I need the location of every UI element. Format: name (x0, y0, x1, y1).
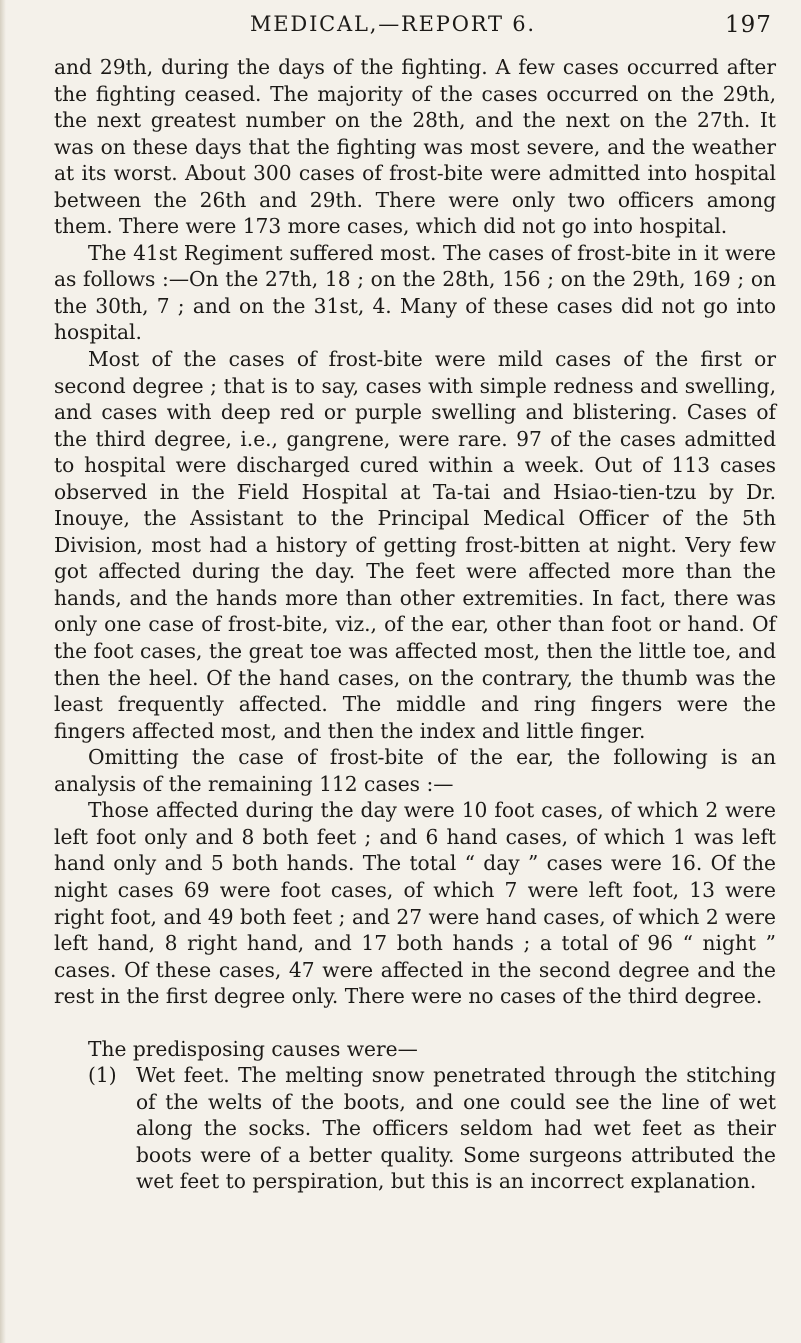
paragraph-degrees: Most of the cases of frost-bite were mild cases of the first or second degree ; that is to say, cases with simple redness and swelling, and cases with deep red or purple swelling and blistering. Cases of the third degree, i.e., gangrene, were rare. 97 of the cases admitted to hospital were discharged cured within a week. Out of 113 cases observed in the Field Hospital at Ta-tai and Hsiao-tien-tzu by Dr. Inouye, the Assistant to the Principal Medical Officer of the 5th Division, most had a history of getting frost-bitten at night. Very few got affected during the day. The feet were affected more than the hands, and the hands more than other extremities. In fact, there was only one case of frost-bite, viz., of the ear, other than foot or hand. Of the foot cases, the great toe was affected most, then the little toe, and then the heel. Of the hand cases, on the contrary, the thumb was the least frequently affected. The middle and ring fingers were the fingers affected most, and then the index and little finger. (54, 347, 776, 743)
running-head (0, 0, 801, 40)
paragraph-day-night-cases: Those affected during the day were 10 foot cases, of which 2 were left foot only and 8 both feet ; and 6 hand cases, of which 1 was left hand only and 5 both hands. The total “ day ” cases were 16. Of the night cases 69 were foot cases, of which 7 were left foot, 13 were right foot, and 49 both feet ; and 27 were hand cases, of which 2 were left hand, 8 right hand, and 17 both hands ; a total of 96 “ night ” cases. Of these cases, 47 were affected in the second degree and the rest in the first degree only. There were no cases of the third degree. (54, 798, 776, 1009)
paragraph-41st-regiment: The 41st Regiment suffered most. The cases of frost-bite in it were as follows :—On the 27th, 18 ; on the 28th, 156 ; on the 29th, 169 ; on the 30th, 7 ; and on the 31st, 4. Many of these cases did not go into hospital. (54, 240, 776, 345)
list-item-text: Wet feet. The melting snow penetrated through the stitching of the welts of the boots, and one could see the line of wet along the socks. The officers seldom had wet feet as their boots were of a better quality. Some surgeons attributed the wet feet to perspiration, but this is an incorrect explanation. (136, 1063, 776, 1194)
running-title: MEDICAL,—REPORT 6. (250, 12, 536, 36)
binding-shadow (0, 0, 6, 1343)
list-item (88, 1062, 776, 1195)
list-item-number: (1) (88, 1063, 117, 1088)
paragraph-continuation: and 29th, during the days of the fighting. A few cases occurred after the fighting ceased. The majority of the cases occurred on the 29th, the next greatest number on the 28th, and the next on the 27th. It was on these days that the fighting was most severe, and the weather at its worst. About 300 cases of frost-bite were admitted into hospital between the 26th and 29th. There were only two officers among them. There were 173 more cases, which did not go into hospital. (54, 55, 776, 239)
page-number: 197 (725, 12, 772, 38)
body-text (54, 54, 776, 1195)
paragraph-analysis-intro: Omitting the case of frost-bite of the ear, the following is an analysis of the remaining 112 cases :— (54, 745, 776, 796)
paragraph-predisposing-causes: The predisposing causes were— (88, 1036, 418, 1061)
